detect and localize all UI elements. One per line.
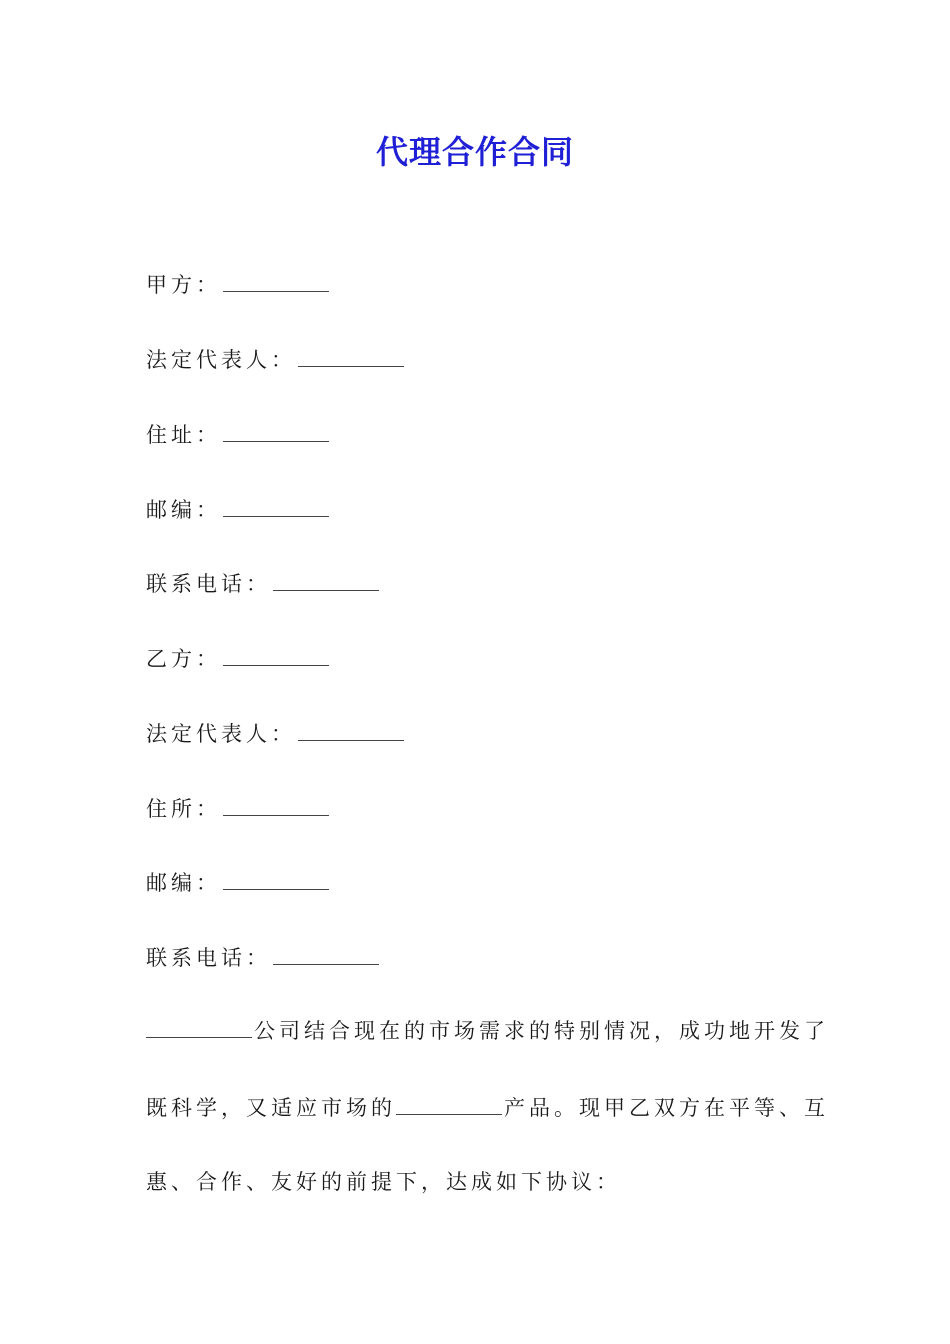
intro-line-2-text-a: 既科学，又适应市场的: [146, 1096, 396, 1120]
document-title: 代理合作合同: [375, 133, 574, 171]
party-b-row: [146, 644, 329, 674]
party-b-postcode-label: 邮编：: [146, 871, 221, 895]
party-a-row: [146, 270, 329, 300]
party-b-phone-row: [146, 943, 379, 973]
party-b-postcode-row: [146, 868, 329, 898]
party-a-rep-row: [146, 345, 404, 375]
party-a-postcode-row: [146, 495, 329, 525]
party-b-label: 乙方：: [146, 647, 221, 671]
party-b-address-label: 住所：: [146, 797, 221, 821]
party-a-postcode-blank[interactable]: [223, 496, 329, 517]
party-a-phone-blank[interactable]: [273, 570, 379, 591]
party-b-phone-label: 联系电话：: [146, 946, 271, 970]
party-b-blank[interactable]: [223, 645, 329, 666]
party-b-address-row: [146, 794, 329, 824]
intro-line-1-text: 公司结合现在的市场需求的特别情况，成功地开发了: [254, 1019, 829, 1043]
intro-paragraph-line-3: [146, 1167, 621, 1197]
party-a-phone-label: 联系电话：: [146, 572, 271, 596]
party-a-label: 甲方：: [146, 273, 221, 297]
party-b-rep-label: 法定代表人：: [146, 722, 296, 746]
party-b-postcode-blank[interactable]: [223, 869, 329, 890]
party-a-postcode-label: 邮编：: [146, 498, 221, 522]
party-a-phone-row: [146, 569, 379, 599]
party-b-phone-blank[interactable]: [273, 944, 379, 965]
company-name-blank[interactable]: [146, 1017, 252, 1038]
party-b-rep-row: [146, 719, 404, 749]
party-a-address-row: [146, 420, 329, 450]
intro-line-2-text-b: 产品。现甲乙双方在平等、互: [504, 1096, 829, 1120]
party-a-rep-blank[interactable]: [298, 346, 404, 367]
product-name-blank[interactable]: [396, 1094, 502, 1115]
party-a-blank[interactable]: [223, 271, 329, 292]
party-b-rep-blank[interactable]: [298, 720, 404, 741]
party-a-address-blank[interactable]: [223, 421, 329, 442]
intro-line-3-text: 惠、合作、友好的前提下，达成如下协议：: [146, 1170, 621, 1194]
party-a-rep-label: 法定代表人：: [146, 348, 296, 372]
intro-paragraph-line-1: [146, 1016, 829, 1046]
party-b-address-blank[interactable]: [223, 795, 329, 816]
party-a-address-label: 住址：: [146, 423, 221, 447]
intro-paragraph-line-2: [146, 1093, 829, 1123]
